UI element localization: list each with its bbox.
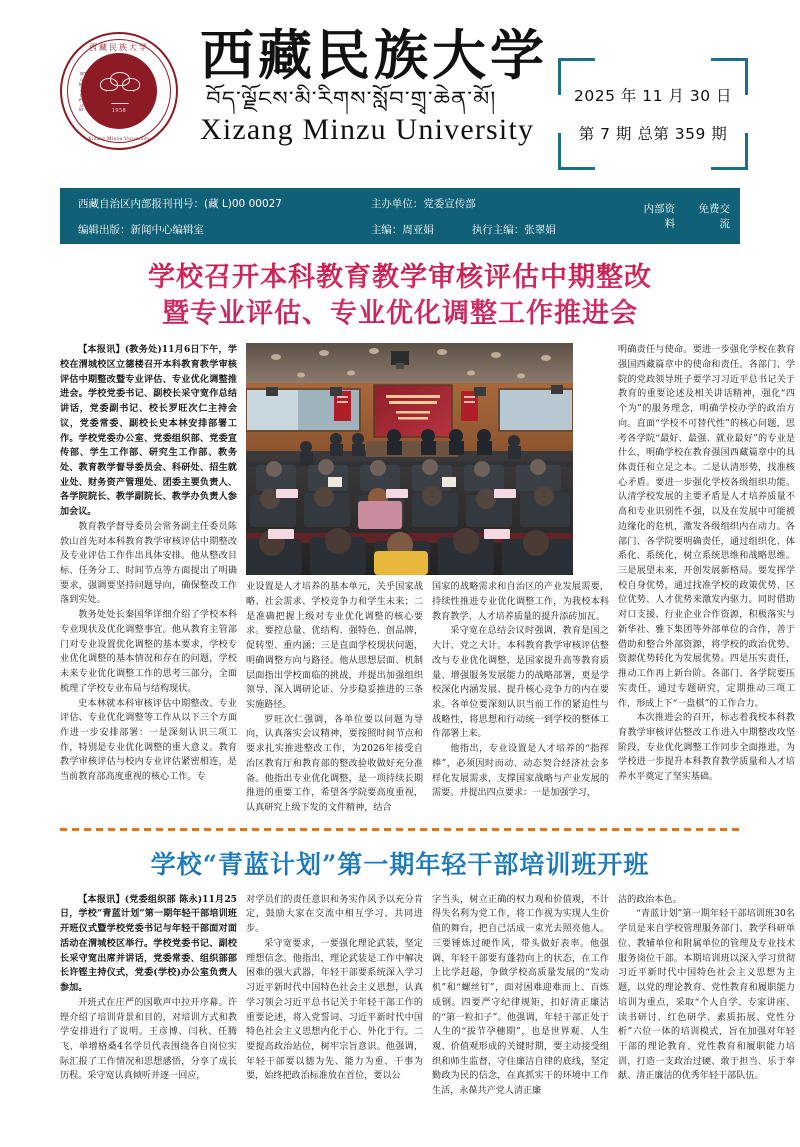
article-2-column-3	[432, 893, 609, 1099]
article-1-column-4	[618, 343, 795, 816]
article-1-paragraph: 他指出，专业设置是人才培养的“指挥棒”，必须因时而动、动态契合经济社会多样化发展需求，支撑国家战略与产业发展的需要。并提出四点要求：一是加强学习，	[432, 744, 609, 799]
seal-chinese-name: 西藏民族大学	[89, 43, 149, 52]
article-1-headline-line-1: 学校召开本科教育教学审核评估中期整改	[148, 262, 652, 293]
article-1-columns-2-3	[246, 343, 609, 816]
article-1-column-2	[246, 580, 423, 816]
serial-number-text: 西藏自治区内部报刊刊号：(藏 L)00 00027	[78, 197, 282, 210]
seal-inner-disc	[81, 53, 157, 129]
free-exchange-note: 免费交流	[698, 203, 730, 230]
article-1-column-3	[432, 580, 609, 816]
article-1-paragraph: 采守宽在总结会议时强调，教育是国之大计、党之大计。本科教育教学审核评估整改与专业优化调整，是国家提升高等教育质量、增强服务发展能力的战略部署，更是学校深化内涵发展、提升核心竞争力的内在要求。各单位要深刻认识当前工作的紧迫性与战略性，将思想和行动统一到学校的整体工作部署上来。	[432, 626, 609, 740]
internal-material-note: 内部资料	[643, 203, 676, 230]
university-seal-logo	[60, 32, 178, 150]
article-1-column-1	[60, 343, 237, 816]
article-2-paragraph: 对学员们的责任意识和务实作风予以充分肯定，鼓励大家在交流中相互学习、共同进步。	[246, 894, 423, 935]
chinese-masthead-title: 西藏民族大学	[200, 23, 548, 87]
publisher-text: 编辑出版：新闻中心编辑室	[78, 223, 204, 236]
article-2-column-4	[618, 893, 795, 1099]
publication-date: 2025 年 11 月 30 日	[573, 87, 733, 105]
masthead	[0, 0, 800, 188]
article-1-paragraph: 本次推进会的召开，标志着我校本科教育教学审核评估整改工作进入中期整改攻坚阶段，专业优化调整工作同步全面推进，为学校进一步提升本科教育教学质量和人才培养水平奠定了坚实基础。	[618, 713, 795, 783]
article-1-body	[60, 343, 795, 816]
infobar-wrapper	[0, 188, 800, 244]
article-1-lead-paragraph: 【本报讯】(教务处)11月6日下午，学校在渭城校区立德楼召开本科教育教学审核评估中期整改暨专业评估、专业优化调整推进会。学校党委书记、副校长采守宽作总结讲话，党委副书记、校长罗旺次仁主持会议，党委常委、副校长史本林安排部署工作。学校党委办公室、党委组织部、党委宣传部、学生工作部、研究生工作部、教务处、教育教学督导委员会、科研处、招生就业处、财务资产管理处、团委主要负责人、各学院院长、教学副院长、教学办负责人参加会议。	[60, 344, 237, 518]
article-2-column-1	[60, 893, 237, 1099]
seal-founding-year: 1958	[111, 108, 127, 114]
seal-english-name: Xizang Minzu University	[87, 136, 151, 142]
article-1-paragraph: 国家的战略需求和自治区的产业发展需要，持续性推进专业优化调整工作，为我校本科教育教学、人才培养质量的提升添砖加瓦。	[432, 582, 609, 622]
article-1-paragraph: 罗旺次仁强调，各单位要以问题为导向，认真落实会议精神，要按照时间节点和要求扎实推进整改工作，为2026年接受自治区教育厅和教育部的整改验收做好充分准备。他指出专业优化调整，是一项持续长期推进的重要工作，希望各学院要高度重视，认真研究上级下发的文件精神，结合	[246, 714, 423, 814]
article-1-paragraph: 教务处处长秦国华详细介绍了学校本科专业现状及优化调整事宜。他从教育主管部门对专业设置优化调整的基本要求，学校专业优化调整的基本情况和存在的问题，学校未来专业优化调整工作的思考三部分，全面梳理了学校专业布局与结构现状。	[60, 610, 237, 694]
article-2-paragraph: “青蓝计划”第一期年轻干部培训班30名学员是来自学校管理服务部门、教学科研单位、教辅单位和附属单位的管理及专业技术服务岗位干部。本期培训班以深入学习贯彻习近平新时代中国特色社会主义思想为主题，以党的理论教育、党性教育和履职能力培训为重点，采取“个人自学、专家讲座、读书研讨、红色研学、素质拓展、党性分析”六位一体的培训模式，旨在加强对年轻干部的理论教育、党性教育和履职能力培训，打造一支政治过硬、敢于担当、乐于奉献、清正廉洁的优秀年轻干部队伍。	[618, 909, 795, 1082]
article-2-column-2	[246, 893, 423, 1099]
article-2-paragraph: 开班式在庄严的国歌声中拉开序幕。许铿介绍了培训背景和目的，对培训方式和教学安排进行了说明。王彦博、闫秋、任腾飞、单增格桑4名学员代表围绕各自岗位实际汇报了工作情况和思想感悟，分享了成长历程。采守宽认真倾听并逐一回应，	[60, 997, 237, 1082]
conference-photo	[246, 343, 573, 575]
article-2-headline: 学校“青蓝计划”第一期年轻干部培训班开班	[60, 831, 740, 893]
article-2-paragraph: 字当头，树立正确的权力观和价值观，不计得失名利为党工作，将工作视为实现人生价值的舞台，把自己活成一束光去照亮他人。三要锤炼过硬作风，带头做好表率。他强调，年轻干部要有蓬勃向上的状态，在工作上比学赶超，争做学校高质量发展的“发动机”和“螺丝钉”，面对困难迎难而上、百炼成钢。四要严守纪律规矩，扣好清正廉洁的“第一粒扣子”。他强调，年轻干部正处于人生的“拔节孕穗期”，也是世界观、人生观、价值观形成的关键时期，要主动接受组织和师生监督，守住廉洁自律的底线，坚定勤政为民的信念，在真抓实干的环境中工作生活，永葆共产党人清正廉	[432, 894, 609, 1097]
article-2-paragraph: 采守宽要求，一要强化理论武装，坚定理想信念。他指出，理论武装是工作中解决困难的强大武器，年轻干部要系统深入学习习近平新时代中国特色社会主义思想，认真学习领会习近平总书记关于年轻干部工作的重要论述，将入党誓词、习近平新时代中国特色社会主义思想内化于心、外化于行。二要提高政治站位，树牢宗旨意识。他强调，年轻干部要以德为先、能力为重、干事为要，始终把政治标准放在首位，要以公	[246, 938, 423, 1082]
article-2-lead-paragraph: 【本报讯】(党委组织部 陈永)11月25日，学校“青蓝计划”第一期年轻干部培训班开班仪式暨学校党委书记与年轻干部面对面活动在渭城校区举行。学校党委书记、副校长采守宽出席并讲话，党委常委、组织部部长许铿主持仪式，党委(学校)办公室负责人参加。	[60, 893, 237, 994]
chief-editor-text: 主编：周亚娟	[370, 223, 434, 236]
article-1-paragraph: 明确责任与使命。要进一步强化学校在教育强国西藏篇章中的使命和责任。各部门、学院的党政领导班子要学习习近平总书记关于教育的重要论述及相关讲话精神，强化“四个为”的服务理念，明确学校办学的政治方向。直面“学校不可替代性”的核心问题，思考各学院“最好、最强、就业最好”的专业是什么，明确学校在教育强国西藏篇章中的具体责任和立足之本。二是认清形势，找准核心矛盾。要进一步强化学校各级组织功能。认清学校发展的主要矛盾是人才培养质量不高和专业识别性不强，以及在发展中可能被边缘化的危机，激发各级组织内在动力。各部门、各学院要明确责任，通过组织化、体系化、系统化，树立系统思维和战略思维。三是展望未来，开创发展新格局。要发挥学校自身优势，通过找准学校的政策优势、区位优势、人才优势来激发内驱力。同时借助对口支援、行业企业合作资源，积极落实与新华社、雅下集团等外部单位的合作，善于借助和整合外部资源，将学校的政治优势、资源优势转化为发展优势。四是压实责任，推动工作再上新台阶。各部门、各学院要压实责任，通过专题研究，定期推动三项工作，形成上下“一盘棋”的工作合力。	[618, 345, 795, 709]
english-masthead-title: Xizang Minzu University	[200, 113, 535, 147]
main-content	[0, 244, 800, 1099]
issue-number: 第 7 期 总第 359 期	[578, 125, 728, 143]
publication-info-bar	[60, 188, 740, 244]
tibetan-masthead-title: བོད་ལྗོངས་མི་རིགས་སློབ་གྲྭ་ཆེན་མོ།	[206, 88, 497, 111]
article-1-paragraph: 业设置是人才培养的基本单元，关乎国家战略、社会需求、学校竞争力和学生未来；二是准确把握上级对专业优化调整的核心要求。要控总量、优结构、强特色、创品牌，促转型、重内涵；三是直面学校现状问题，明确调整方向与路径。他从思想层面、机制层面指出学校面临的挑战，并提出加强组织领导、深入调研论证、分步稳妥推进的三条实施路径。	[246, 582, 423, 710]
issue-info-box	[558, 58, 748, 170]
article-1-text-subcolumns	[246, 580, 609, 816]
article-1-headline	[60, 244, 740, 343]
article-1-paragraph: 史本林就本科审核评估中期整改、专业评估、专业优化调整等工作从以下三个方面作进一步安排部署：一是深刻认识三项工作，特别是专业优化调整的重大意义。教育教学审核评估与校内专业评估紧密相连，是当前教育部高度重视的核心工作。专	[60, 698, 237, 783]
sponsor-text: 主办单位：党委宣传部	[370, 197, 476, 210]
managing-editor-text: 执行主编：张翠娟	[471, 223, 556, 236]
lotus-emblem-icon	[97, 72, 141, 106]
article-2-body	[60, 893, 795, 1099]
article-1-paragraph: 教育教学督导委员会常务副主任委员陈敦山首先对本科教育教学审核评估中期整改及专业评估工作作出具体安排。他从整改目标、任务分工、时间节点等方面提出了明确要求，强调要坚持问题导向，确保整改工作落到实处。	[60, 521, 237, 606]
article-1-headline-line-2: 暨专业评估、专业优化调整工作推进会	[162, 297, 638, 329]
article-2-paragraph: 洁的政治本色。	[618, 894, 682, 905]
